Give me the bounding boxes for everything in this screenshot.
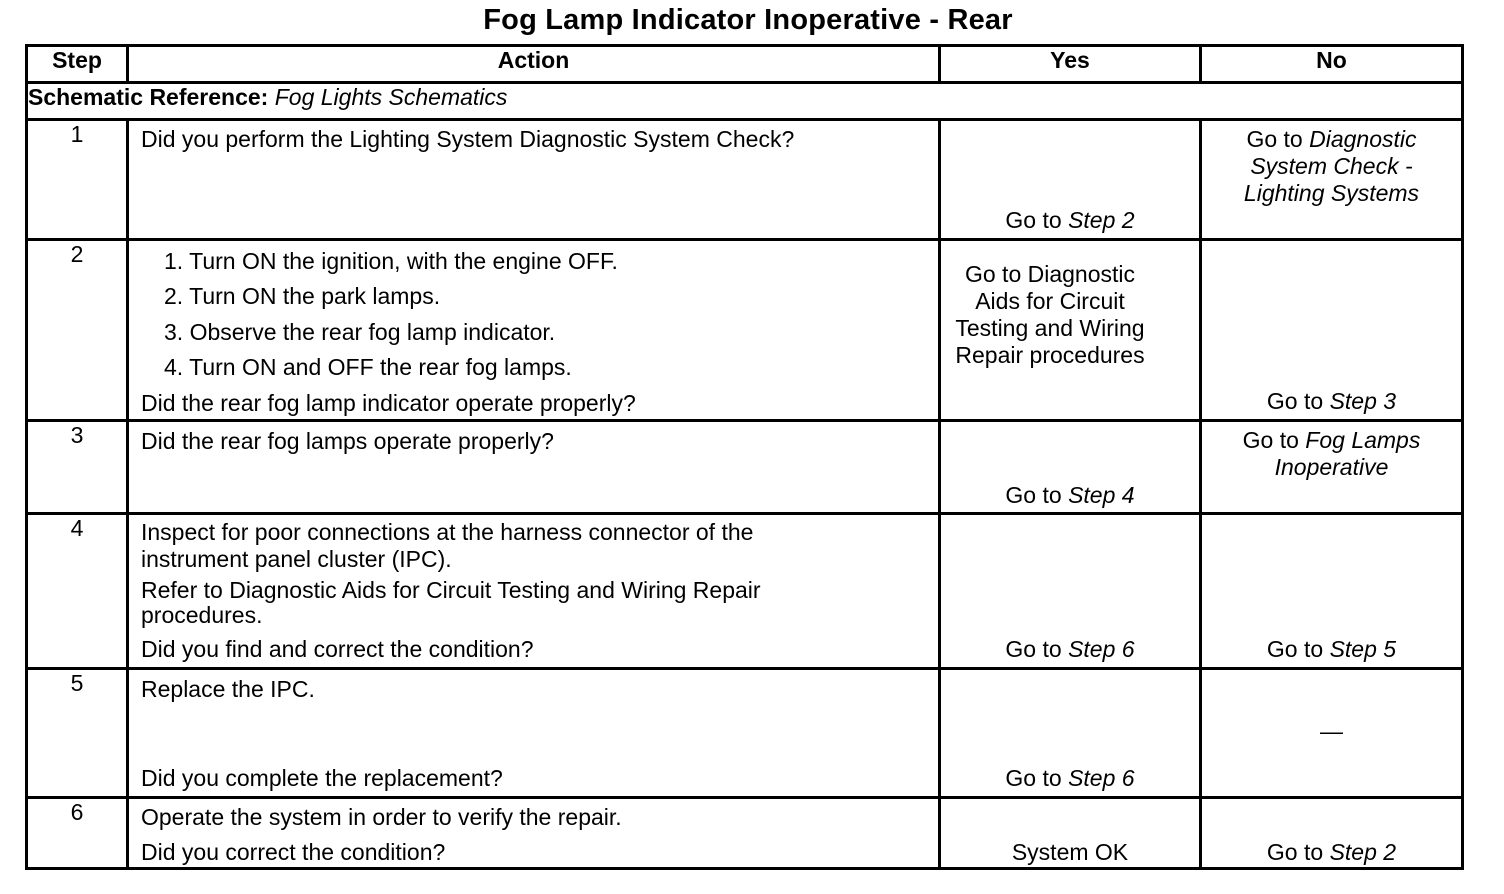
table-row bbox=[27, 514, 1463, 669]
yes-step-ref: Step 6 bbox=[1068, 636, 1135, 662]
yes-text bbox=[941, 765, 1199, 792]
no-text bbox=[1202, 839, 1461, 866]
step-number: 2 bbox=[27, 240, 128, 421]
no-prefix: Go to bbox=[1246, 126, 1310, 152]
header-row bbox=[27, 46, 1463, 83]
no-step-ref: Step 3 bbox=[1329, 388, 1397, 414]
no-ref-line: Diagnostic bbox=[1309, 126, 1417, 152]
yes-prefix: Go to bbox=[1005, 765, 1069, 791]
action-text: Did you perform the Lighting System Diagnostic System Check? bbox=[141, 126, 795, 152]
action-question: Did you find and correct the condition? bbox=[141, 636, 534, 662]
action-cell bbox=[128, 669, 940, 798]
header-action: Action bbox=[128, 46, 940, 83]
document-title: Fog Lamp Indicator Inoperative - Rear bbox=[483, 4, 1013, 36]
yes-step-ref: Step 4 bbox=[1068, 482, 1135, 508]
yes-cell bbox=[940, 514, 1201, 669]
yes-text bbox=[921, 261, 1179, 369]
no-cell bbox=[1201, 669, 1463, 798]
table-row bbox=[27, 798, 1463, 869]
yes-prefix: Go to bbox=[1005, 636, 1069, 662]
action-text: Replace the IPC. bbox=[141, 676, 315, 702]
action-substep: 1. Turn ON the ignition, with the engine OFF. bbox=[164, 248, 618, 274]
action-cell bbox=[128, 240, 940, 421]
yes-text: System OK bbox=[1011, 839, 1129, 865]
yes-prefix: Go to bbox=[1005, 207, 1069, 233]
action-text: instrument panel cluster (IPC). bbox=[141, 546, 452, 572]
action-question: Did you complete the replacement? bbox=[141, 765, 503, 791]
no-prefix: Go to bbox=[1242, 427, 1306, 453]
yes-cell bbox=[940, 421, 1201, 514]
no-cell bbox=[1201, 421, 1463, 514]
step-number: 3 bbox=[27, 421, 128, 514]
action-question: Did the rear fog lamp indicator operate properly? bbox=[141, 390, 636, 416]
header-step: Step bbox=[27, 46, 128, 83]
action-text: Did the rear fog lamps operate properly? bbox=[141, 428, 554, 454]
no-text bbox=[1202, 126, 1461, 207]
action-substep: 3. Observe the rear fog lamp indicator. bbox=[164, 319, 556, 345]
table-row bbox=[27, 120, 1463, 240]
action-cell bbox=[128, 421, 940, 514]
yes-line: Repair procedures bbox=[955, 342, 1145, 368]
no-ref-line: Inoperative bbox=[1274, 454, 1389, 480]
no-dash: — bbox=[1320, 718, 1343, 744]
no-ref-line: Fog Lamps bbox=[1305, 427, 1421, 453]
step-number: 5 bbox=[27, 669, 128, 798]
schematic-reference-value: Fog Lights Schematics bbox=[274, 84, 508, 110]
yes-text bbox=[941, 636, 1199, 663]
no-text bbox=[1202, 388, 1461, 415]
no-ref-line: System Check - bbox=[1250, 153, 1413, 179]
no-step-ref: Step 2 bbox=[1329, 839, 1397, 865]
header-yes: Yes bbox=[940, 46, 1201, 83]
table-row bbox=[27, 421, 1463, 514]
header-no: No bbox=[1201, 46, 1463, 83]
schematic-reference bbox=[27, 83, 1463, 120]
no-cell bbox=[1201, 120, 1463, 240]
diagnostic-table bbox=[25, 44, 1464, 870]
action-substep: 4. Turn ON and OFF the rear fog lamps. bbox=[164, 354, 572, 380]
step-number: 6 bbox=[27, 798, 128, 869]
yes-line: Testing and Wiring bbox=[955, 315, 1145, 341]
yes-cell bbox=[940, 240, 1201, 421]
schematic-reference-label: Schematic Reference: bbox=[28, 84, 269, 110]
action-text: Operate the system in order to verify the repair. bbox=[141, 804, 622, 830]
yes-text bbox=[941, 207, 1199, 234]
yes-step-ref: Step 6 bbox=[1068, 765, 1135, 791]
action-substep: 2. Turn ON the park lamps. bbox=[164, 283, 441, 309]
action-cell bbox=[128, 120, 940, 240]
action-cell bbox=[128, 514, 940, 669]
action-question: Did you correct the condition? bbox=[141, 839, 446, 865]
no-cell bbox=[1201, 798, 1463, 869]
table-row bbox=[27, 669, 1463, 798]
step-number: 4 bbox=[27, 514, 128, 669]
yes-prefix: Go to bbox=[1005, 482, 1069, 508]
action-cell bbox=[128, 798, 940, 869]
schematic-reference-row bbox=[27, 83, 1463, 120]
step-number: 1 bbox=[27, 120, 128, 240]
action-text: Refer to Diagnostic Aids for Circuit Testing and Wiring Repair bbox=[141, 577, 761, 603]
yes-line: Go to Diagnostic bbox=[964, 261, 1136, 287]
no-cell bbox=[1201, 514, 1463, 669]
no-text bbox=[1202, 636, 1461, 663]
yes-cell bbox=[940, 798, 1201, 869]
no-text bbox=[1202, 427, 1461, 481]
yes-cell bbox=[940, 669, 1201, 798]
no-prefix: Go to bbox=[1266, 388, 1330, 414]
yes-line: Aids for Circuit bbox=[975, 288, 1125, 314]
no-ref-line: Lighting Systems bbox=[1243, 180, 1420, 206]
no-step-ref: Step 5 bbox=[1329, 636, 1397, 662]
table-row bbox=[27, 240, 1463, 421]
no-prefix: Go to bbox=[1266, 636, 1330, 662]
action-text: procedures. bbox=[141, 602, 263, 628]
yes-cell bbox=[940, 120, 1201, 240]
yes-step-ref: Step 2 bbox=[1068, 207, 1135, 233]
no-cell bbox=[1201, 240, 1463, 421]
action-text: Inspect for poor connections at the harness connector of the bbox=[141, 519, 754, 545]
yes-text bbox=[941, 482, 1199, 509]
no-prefix: Go to bbox=[1266, 839, 1330, 865]
